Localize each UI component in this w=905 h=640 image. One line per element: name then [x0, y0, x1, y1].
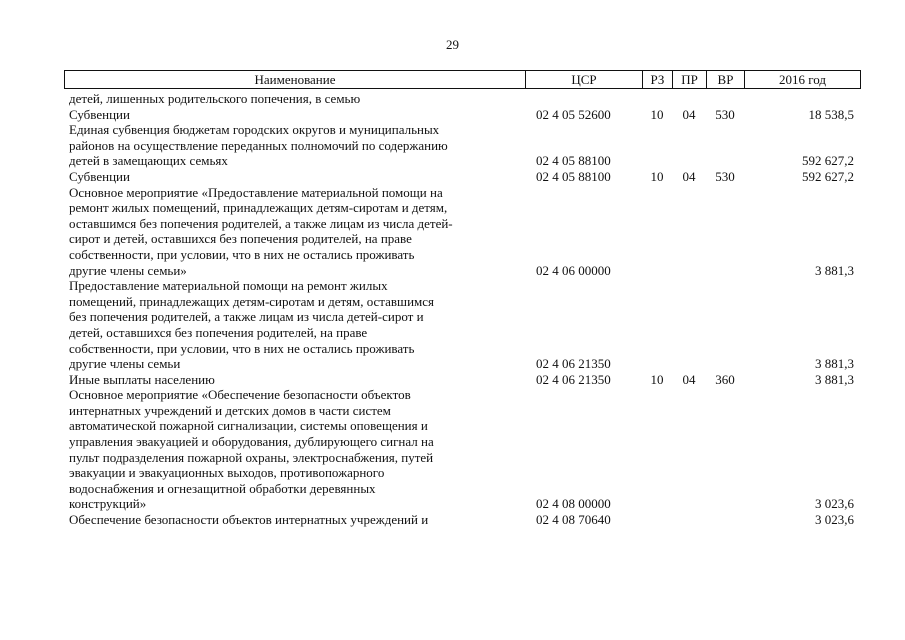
table-row	[66, 278, 862, 372]
row-sum: 592 627,2	[802, 153, 854, 169]
row-rz: 10	[650, 168, 664, 184]
table-body	[66, 91, 862, 528]
table-row	[66, 169, 862, 185]
row-vr: 530	[715, 106, 735, 122]
row-sum: 3 881,3	[815, 356, 854, 372]
row-csr: 02 4 08 00000	[536, 496, 611, 512]
row-csr: 02 4 05 88100	[536, 168, 611, 184]
header-rz: РЗ	[642, 71, 672, 88]
table-row	[66, 122, 862, 169]
table-row	[66, 387, 862, 512]
header-year: 2016 год	[744, 71, 860, 88]
row-name: Субвенции	[69, 168, 130, 184]
row-csr: 02 4 08 70640	[536, 512, 611, 528]
row-vr: 530	[715, 168, 735, 184]
row-sum: 3 023,6	[815, 496, 854, 512]
table-row	[66, 372, 862, 388]
row-csr: 02 4 06 21350	[536, 371, 611, 387]
row-name: детей, лишенных родительского попечения, в семью	[69, 91, 361, 106]
header-csr: ЦСР	[525, 71, 642, 88]
row-name: Единая субвенция бюджетам городских округов и муниципальных районов на осуществление переданных полномочий по содержанию детей в замещающих семьях	[69, 122, 448, 169]
row-pr: 04	[682, 371, 696, 387]
table-header	[64, 70, 861, 89]
row-name: Основное мероприятие «Предоставление материальной помощи на ремонт жилых помещений, принадлежащих детям-сиротам и детям, оставшимся без попечения родителей, а также лицам из числа детей- сирот и детей, оставшихся без попечения родителей, на праве собственности, при условии, что в них не остались проживать другие члены семьи»	[69, 184, 453, 278]
row-csr: 02 4 05 88100	[536, 153, 611, 169]
row-name: Предоставление материальной помощи на ремонт жилых помещений, принадлежащих детям-сиротам и детям, оставшимся без попечения родителей, а также лицам из числа детей-сирот и детей, оставшихся без попечения родителей, на праве собственности, при условии, что в них не остались проживать другие члены семьи	[69, 278, 435, 372]
row-pr: 04	[682, 106, 696, 122]
row-name: Обеспечение безопасности объектов интернатных учреждений и	[69, 512, 429, 528]
page-number: 29	[446, 37, 459, 52]
row-rz: 10	[650, 371, 664, 387]
table-row	[66, 185, 862, 279]
row-vr: 360	[715, 371, 735, 387]
row-name: Иные выплаты населению	[69, 371, 215, 387]
row-csr: 02 4 06 00000	[536, 262, 611, 278]
row-csr: 02 4 06 21350	[536, 356, 611, 372]
header-vr: ВР	[706, 71, 744, 88]
row-sum: 3 881,3	[815, 262, 854, 278]
row-sum: 3 023,6	[815, 512, 854, 528]
header-name: Наименование	[254, 72, 336, 87]
table-row	[66, 107, 862, 123]
row-rz: 10	[650, 106, 664, 122]
row-pr: 04	[682, 168, 696, 184]
table-row	[66, 91, 862, 107]
row-sum: 3 881,3	[815, 371, 854, 387]
row-name: Основное мероприятие «Обеспечение безопасности объектов интернатных учреждений и детских домов в части систем автоматической пожарной сигнализации, системы оповещения и управления эвакуацией и оборудования, дублирующего сигнал на пульт подразделения пожарной охраны, электроснабжения, путей эвакуации и эвакуационных выходов, противопожарного водоснабжения и огнезащитной обработки деревянных конструкций»	[69, 387, 434, 512]
row-sum: 592 627,2	[802, 168, 854, 184]
table-row	[66, 512, 862, 528]
row-name: Субвенции	[69, 106, 130, 122]
header-pr: ПР	[672, 71, 706, 88]
row-sum: 18 538,5	[808, 106, 854, 122]
row-csr: 02 4 05 52600	[536, 106, 611, 122]
